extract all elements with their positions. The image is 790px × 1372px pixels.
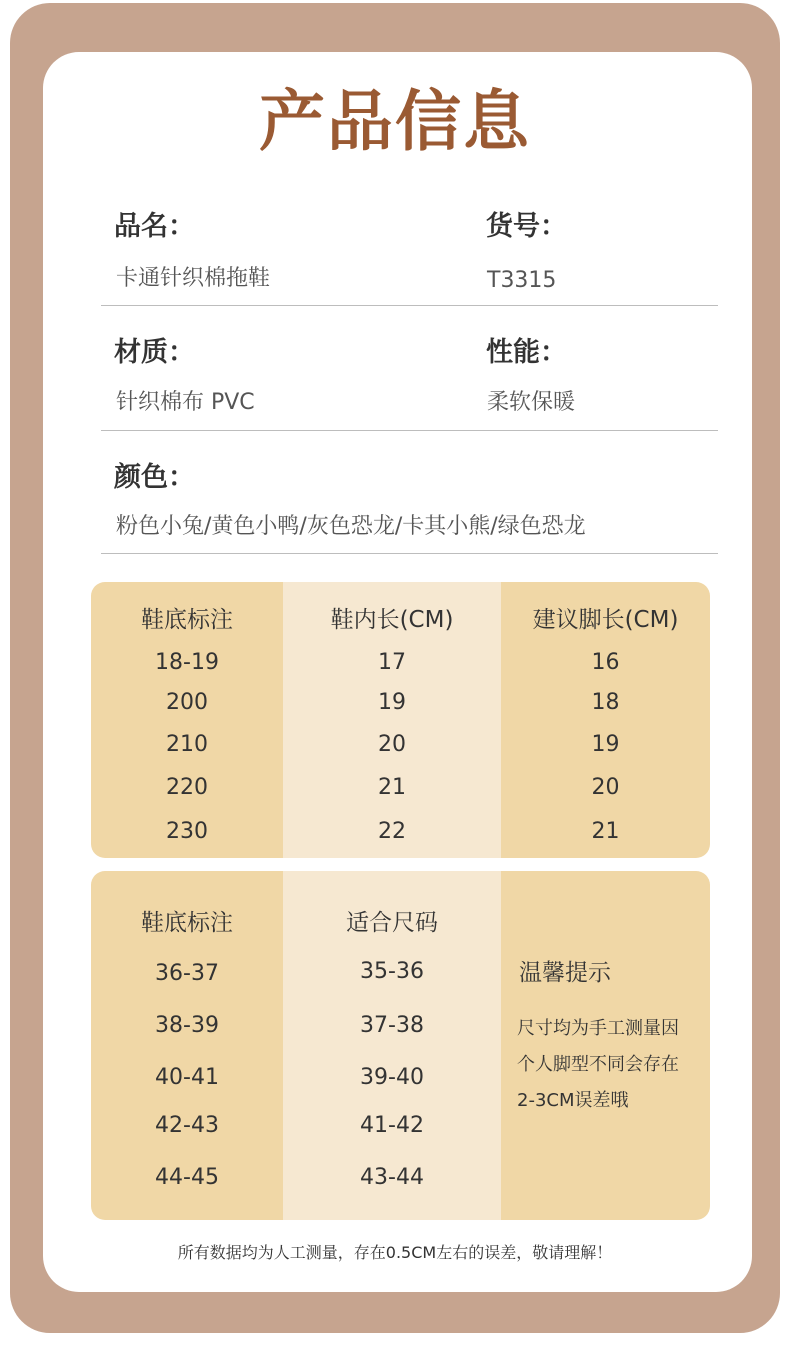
sku-label: 货号： (486, 211, 567, 242)
table-cell: 19 (378, 690, 406, 715)
tip-title: 温馨提示 (519, 960, 611, 986)
table-column (501, 582, 710, 858)
feature-value: 柔软保暖 (487, 390, 576, 415)
column-header: 建议脚长(CM) (532, 607, 679, 633)
table-cell: 41-42 (360, 1113, 424, 1138)
table-column (283, 582, 501, 858)
material-value: 针织棉布 PVC (116, 390, 255, 415)
footnote: 所有数据均为人工测量，存在0.5CM左右的误差，敬请理解！ (177, 1243, 613, 1262)
table-cell: 36-37 (155, 961, 219, 986)
divider (101, 430, 718, 431)
table-cell: 210 (166, 732, 208, 757)
adult-size-table (91, 871, 710, 1220)
feature-label: 性能： (486, 337, 567, 368)
table-column (91, 871, 283, 1220)
column-header: 适合尺码 (346, 910, 438, 936)
material-label: 材质： (114, 337, 195, 368)
table-column (91, 582, 283, 858)
color-label: 颜色： (114, 462, 195, 493)
table-cell: 35-36 (360, 959, 424, 984)
table-cell: 39-40 (360, 1065, 424, 1090)
table-cell: 38-39 (155, 1013, 219, 1038)
table-cell: 21 (591, 819, 620, 844)
page-title: 产品信息 (259, 83, 531, 160)
table-cell: 20 (378, 732, 406, 757)
tip-line: 个人脚型不同会存在 (517, 1054, 679, 1075)
tip-column (501, 871, 710, 1220)
table-cell: 20 (591, 775, 620, 800)
color-value: 粉色小兔/黄色小鸭/灰色恐龙/卡其小熊/绿色恐龙 (116, 514, 586, 539)
divider (101, 305, 718, 306)
kids-size-table (91, 582, 710, 858)
table-cell: 16 (591, 650, 620, 675)
table-cell: 18-19 (155, 650, 219, 675)
table-cell: 43-44 (360, 1165, 424, 1190)
table-cell: 21 (378, 775, 406, 800)
table-cell: 17 (378, 650, 406, 675)
column-header: 鞋内长(CM) (330, 607, 454, 633)
divider (101, 553, 718, 554)
product-name-value: 卡通针织棉拖鞋 (116, 266, 271, 291)
table-cell: 18 (591, 690, 620, 715)
table-cell: 37-38 (360, 1013, 424, 1038)
table-cell: 44-45 (155, 1165, 219, 1190)
table-cell: 19 (591, 732, 620, 757)
product-name-label: 品名： (114, 211, 195, 242)
table-cell: 200 (166, 690, 208, 715)
sku-value: T3315 (487, 268, 557, 293)
column-header: 鞋底标注 (141, 607, 233, 633)
table-cell: 42-43 (155, 1113, 219, 1138)
tip-line: 尺寸均为手工测量因 (517, 1018, 679, 1039)
table-cell: 230 (166, 819, 208, 844)
table-column (283, 871, 501, 1220)
column-header: 鞋底标注 (141, 910, 233, 936)
table-cell: 22 (378, 819, 406, 844)
table-cell: 220 (166, 775, 208, 800)
tip-line: 2-3CM误差哦 (517, 1090, 629, 1111)
table-cell: 40-41 (155, 1065, 219, 1090)
